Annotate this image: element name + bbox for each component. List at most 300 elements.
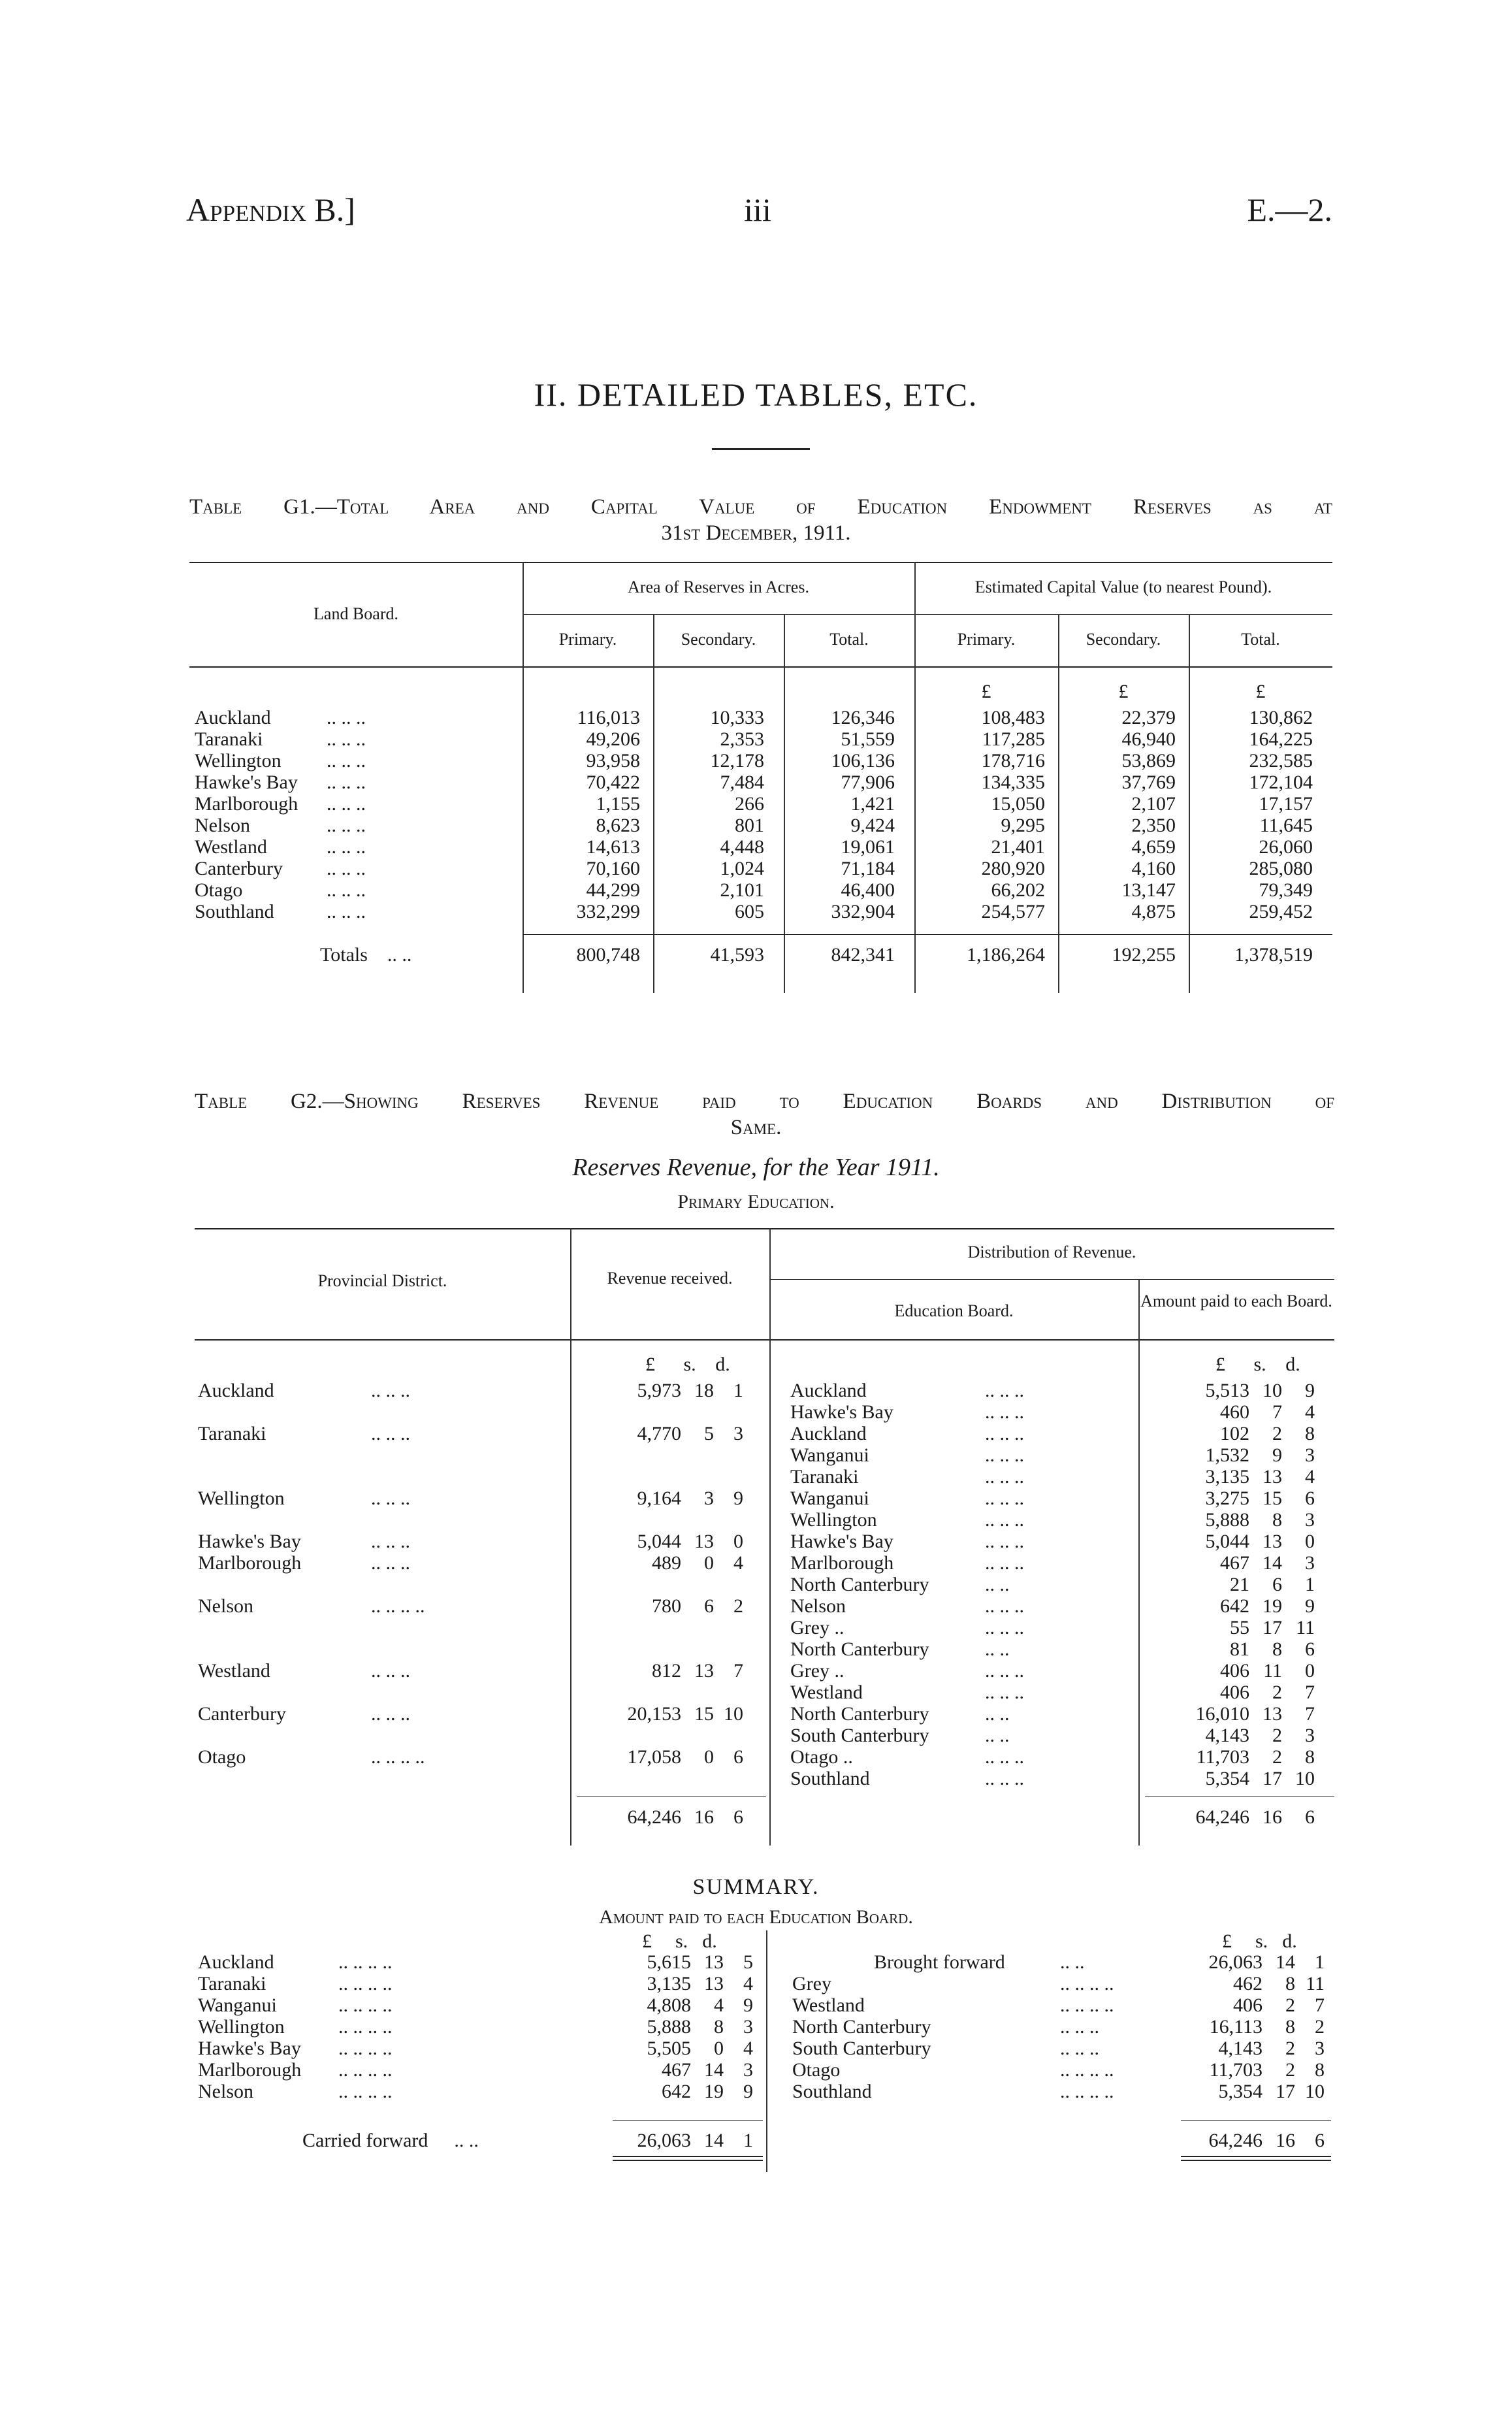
table-row [769,1660,1334,1682]
summary-right-d: 10 [1305,2081,1325,2102]
g1-cell-v_s: 37,769 [1121,772,1176,793]
g1-total-value-primary: 1,186,264 [967,944,1045,966]
g2-board-s: 8 [1272,1638,1282,1660]
g1-row-name: Hawke's Bay [195,772,298,793]
table-row [195,1595,766,1617]
g2-board-l: 3,275 [1205,1488,1249,1509]
g2-board-name: Southland [790,1768,870,1789]
g2-district-s: 0 [704,1746,714,1768]
summary-left-name: Marlborough [198,2059,302,2081]
g1-row-name: Auckland [195,707,271,728]
g2-board-dots: .. .. [985,1725,1010,1746]
summary-left-name: Hawke's Bay [198,2038,301,2059]
g2-board-s: 19 [1263,1595,1282,1617]
g2-district-l: 5,044 [637,1531,681,1552]
g2-board-d: 11 [1296,1617,1315,1638]
g2-board-d: 3 [1305,1725,1315,1746]
table-row [769,1423,1334,1444]
summary-table: £ s. d. £ s. d. Auckland .. .. .. .. 5,615 13 5 Taranaki .. .. .. .. 3,135 13 4 Wanganui .. .. .. .. 4,808 4 9 Wellington .. .. .. .. 5,888 8 3 Hawke's Bay .. .. .. .. 5,505 0 4 Marlborough .. .. .. .. 467 14 3 Nelson .. .. .. .. 642 19 9 Brought forward .. .. 26,063 14 1 Grey .. .. .. .. 462 8 11 Westland .. .. .. .. 406 2 7 North Canterbury .. .. .. 16,113 8 2 South Canterbury .. .. .. 4,143 2 3 Otago .. .. .. .. 11,703 2 8 Southland .. .. .. .. 5,354 17 10 Carried forward .. .. 26,063 14 1 64,246 16 6 [195,1930,1334,2172]
summary-right-d: 11 [1306,1973,1325,1994]
g2-board-dots: .. .. .. [985,1617,1024,1638]
summary-left-l: 3,135 [647,1973,691,1994]
g2-district-s: 18 [694,1380,714,1401]
summary-right-l: 11,703 [1209,2059,1263,2081]
g1-cell-v_t: 164,225 [1249,728,1313,750]
table-row [195,1552,766,1574]
g1-cell-v_p: 117,285 [982,728,1045,750]
g2-district-name: Auckland [198,1380,274,1401]
summary-right-s: 2 [1285,1994,1295,2016]
g2-district-d: 4 [733,1552,743,1574]
g1-cell-a_s: 12,178 [710,750,764,772]
summary-carried-forward: Carried forward .. .. [302,2130,479,2151]
g1-cell-v_t: 26,060 [1259,836,1313,858]
g1-row-name: Wellington [195,750,281,772]
table-row [195,1531,766,1552]
summary-left-dots: .. .. .. .. [338,2059,393,2081]
g2-board-l: 16,010 [1195,1703,1249,1725]
g2-board-dots: .. .. [985,1703,1010,1725]
summary-right-dots: .. .. .. [1060,2016,1099,2038]
summary-left-l: 5,888 [647,2016,691,2038]
summary-right-s: 17 [1276,2081,1295,2102]
summary-right-lsd-header: £ s. d. [1222,1930,1297,1952]
g2-district-dots: .. .. .. [371,1380,410,1401]
table-row [195,1660,766,1682]
g1-cell-v_s: 4,160 [1131,858,1176,879]
g1-cell-v_s: 4,659 [1131,836,1176,858]
g2-board-d: 8 [1305,1746,1315,1768]
g2-boards [769,1228,1334,1846]
g1-sub-area-total: Total. [829,630,869,649]
g2-board-dots: .. .. .. [985,1746,1024,1768]
g2-board-l: 21 [1230,1574,1249,1595]
table-row [769,1725,1334,1746]
summary-right-s: 14 [1276,1951,1295,1973]
g2-district-name: Otago [198,1746,246,1768]
g1-currency-total: £ [1255,681,1266,702]
summary-right-l: 406 [1233,1994,1263,2016]
g2-board-d: 10 [1295,1768,1315,1789]
g1-row-dots: .. .. .. [327,750,366,772]
g2-district-s: 6 [704,1595,714,1617]
summary-right-name: Southland [792,2081,872,2102]
g2-board-d: 9 [1305,1595,1315,1617]
summary-right-l: 462 [1233,1973,1263,1994]
list-item [195,2059,763,2081]
g2-board-dots: .. .. .. [985,1444,1024,1466]
g2-board-dots: .. .. .. [985,1488,1024,1509]
g2-board-l: 11,703 [1196,1746,1249,1768]
summary-left-l: 4,808 [647,1994,691,2016]
summary-left-name: Nelson [198,2081,253,2102]
table-row [189,901,1332,922]
g1-row-name: Otago [195,879,243,901]
summary-right-d: 2 [1315,2016,1325,2038]
g1-sub-value-primary: Primary. [957,630,1016,649]
table-row [189,707,1332,728]
g2-district-s: 15 [694,1703,714,1725]
g2-board-l: 5,513 [1205,1380,1249,1401]
g1-cell-a_t: 19,061 [841,836,895,858]
table-row [189,772,1332,793]
g2-district-l: 9,164 [637,1488,681,1509]
g2-board-dots: .. .. .. [985,1423,1024,1444]
table-g2-title-line2: Same. [730,1116,782,1139]
summary-left-dots: .. .. .. .. [338,2081,393,2102]
g1-cell-a_p: 332,299 [576,901,640,922]
g2-board-l: 5,044 [1205,1531,1249,1552]
summary-left-dots: .. .. .. .. [338,1973,393,1994]
g2-board-name: North Canterbury [790,1703,929,1725]
g1-cell-v_p: 108,483 [981,707,1045,728]
g2-board-s: 17 [1263,1617,1282,1638]
g2-board-s: 6 [1272,1574,1282,1595]
list-item [786,2081,1334,2102]
g2-paid-lsd-pound: £ [1215,1354,1225,1375]
g2-district-name: Taranaki [198,1423,266,1444]
g2-board-name: Hawke's Bay [790,1401,893,1423]
g2-board-s: 9 [1272,1444,1282,1466]
table-g1-title-line2: 31st December, 1911. [661,521,851,545]
g1-sub-area-primary: Primary. [558,630,617,649]
g2-board-s: 13 [1263,1531,1282,1552]
g1-cell-a_p: 116,013 [577,707,640,728]
g2-board-s: 2 [1272,1725,1282,1746]
g2-district-d: 10 [724,1703,743,1725]
g1-cell-a_t: 77,906 [841,772,895,793]
g1-cell-v_s: 4,875 [1131,901,1176,922]
g2-district-dots: .. .. .. [371,1423,410,1444]
g2-board-name: Auckland [790,1423,867,1444]
g2-district-dots: .. .. .. [371,1703,410,1725]
table-row [769,1466,1334,1488]
g2-board-s: 17 [1263,1768,1282,1789]
list-item [786,2059,1334,2081]
table-row [195,1423,766,1444]
summary-right-dots: .. .. .. .. [1060,1994,1114,2016]
g1-cell-v_t: 79,349 [1259,879,1313,901]
g1-cell-a_s: 266 [735,793,764,815]
summary-left-s: 0 [714,2038,724,2059]
g1-cell-v_t: 172,104 [1249,772,1313,793]
g1-cell-a_s: 4,448 [720,836,764,858]
g2-board-l: 5,888 [1205,1509,1249,1531]
g2-district-s: 13 [694,1660,714,1682]
summary-right-s: 2 [1285,2038,1295,2059]
summary-right-dots: .. .. [1060,1951,1085,1973]
g2-district-dots: .. .. .. [371,1552,410,1574]
g1-cell-v_p: 254,577 [981,901,1045,922]
summary-right-d: 1 [1315,1951,1325,1973]
g1-row-name: Nelson [195,815,250,836]
g2-board-d: 4 [1305,1466,1315,1488]
table-row [769,1595,1334,1617]
summary-right-d: 3 [1315,2038,1325,2059]
g1-cell-a_s: 2,353 [720,728,764,750]
g1-sub-area-secondary: Secondary. [681,630,756,649]
summary-left-d: 3 [743,2059,753,2081]
g2-district-d: 0 [733,1531,743,1552]
g2-district-l: 780 [652,1595,681,1617]
g1-row-name: Southland [195,901,274,922]
table-row [769,1638,1334,1660]
g1-col-area-group: Area of Reserves in Acres. [628,577,809,596]
list-item [786,2016,1334,2038]
g1-cell-v_t: 232,585 [1249,750,1313,772]
g2-board-name: Wanganui [790,1444,869,1466]
table-row [189,750,1332,772]
g1-cell-a_s: 801 [735,815,764,836]
g1-cell-a_p: 93,958 [586,750,640,772]
table-row [769,1682,1334,1703]
list-item [195,1994,763,2016]
g1-cell-v_p: 134,335 [981,772,1045,793]
g1-cell-a_s: 1,024 [720,858,764,879]
g1-cell-a_p: 49,206 [586,728,640,750]
g1-cell-v_t: 259,452 [1249,901,1313,922]
g1-row-dots: .. .. .. [327,707,366,728]
g2-board-dots: .. .. [985,1638,1010,1660]
g2-board-l: 5,354 [1205,1768,1249,1789]
g1-col-value-group: Estimated Capital Value (to nearest Pound). [974,577,1272,596]
g1-cell-v_s: 53,869 [1121,750,1176,772]
g2-board-s: 8 [1272,1509,1282,1531]
summary-right-dots: .. .. .. .. [1060,1973,1114,1994]
table-g2-title-line1: Table G2.—Showing Reserves Revenue paid to Education Boards and Distribution of [195,1090,1334,1113]
table-row [195,1703,766,1725]
g2-board-dots: .. .. .. [985,1682,1024,1703]
summary-right-s: 2 [1285,2059,1295,2081]
table-row [769,1768,1334,1789]
summary-right-l: 5,354 [1218,2081,1263,2102]
list-item [786,1973,1334,1994]
g2-board-dots: .. .. .. [985,1509,1024,1531]
g2-col-district: Provincial District. [317,1271,447,1290]
g2-board-dots: .. .. .. [985,1595,1024,1617]
list-item [195,2081,763,2102]
g2-board-d: 0 [1305,1660,1315,1682]
section-title: II. DETAILED TABLES, ETC. [534,376,978,413]
table-row [769,1617,1334,1638]
g2-board-l: 642 [1220,1595,1249,1617]
g1-cell-a_t: 51,559 [841,728,895,750]
g2-board-s: 13 [1263,1466,1282,1488]
list-item [195,1951,763,1973]
summary-left-name: Wellington [198,2016,285,2038]
g1-cell-a_s: 7,484 [720,772,764,793]
g2-board-s: 2 [1272,1682,1282,1703]
g2-board-name: Taranaki [790,1466,859,1488]
summary-right-l: 16,113 [1209,2016,1263,2038]
summary-left-d: 3 [743,2016,753,2038]
g2-board-d: 7 [1305,1703,1315,1725]
g2-district-d: 1 [733,1380,743,1401]
g2-board-s: 2 [1272,1746,1282,1768]
table-row [769,1444,1334,1466]
summary-right-d: 7 [1315,1994,1325,2016]
g2-board-name: Hawke's Bay [790,1531,893,1552]
g1-currency-primary: £ [981,681,991,702]
summary-left-l: 5,505 [647,2038,691,2059]
table-g1 [189,562,1332,993]
g2-board-s: 11 [1263,1660,1282,1682]
g1-cell-v_p: 66,202 [991,879,1045,901]
g2-board-name: Wellington [790,1509,877,1531]
summary-left-dots: .. .. .. .. [338,1951,393,1973]
table-row [195,1488,766,1509]
section-title-rule [712,448,810,450]
g2-district-s: 0 [704,1552,714,1574]
g1-cell-a_p: 1,155 [596,793,640,815]
g2-board-name: Westland [790,1682,863,1703]
summary-right-l: 26,063 [1208,1951,1263,1973]
summary-left-d: 9 [743,1994,753,2016]
list-item [195,2016,763,2038]
g1-cell-a_p: 70,160 [586,858,640,879]
g2-board-s: 10 [1263,1380,1282,1401]
summary-right-dots: .. .. .. .. [1060,2059,1114,2081]
g1-row-dots: .. .. .. [327,858,366,879]
g1-cell-v_s: 2,350 [1131,815,1176,836]
g1-cell-v_t: 285,080 [1249,858,1313,879]
g1-cell-a_s: 2,101 [720,879,764,901]
g2-board-dots: .. .. [985,1574,1010,1595]
header-left: Appendix B.] [186,191,355,228]
g2-board-d: 9 [1305,1380,1315,1401]
g2-paid-lsd-shilling: s. [1253,1354,1266,1375]
g2-district-d: 3 [733,1423,743,1444]
g1-cell-v_t: 17,157 [1259,793,1313,815]
table-row [189,879,1332,901]
g1-cell-a_p: 70,422 [586,772,640,793]
g1-cell-v_p: 21,401 [991,836,1045,858]
table-row [189,815,1332,836]
summary-left-s: 8 [714,2016,724,2038]
g1-cell-a_p: 14,613 [586,836,640,858]
g2-district-name: Westland [198,1660,270,1682]
g2-districts [195,1228,766,1846]
g2-district-l: 4,770 [637,1423,681,1444]
g2-col-paid: Amount paid to each Board. [1140,1292,1332,1310]
g1-row-name: Canterbury [195,858,283,879]
table-row [769,1380,1334,1401]
g2-board-dots: .. .. .. [985,1401,1024,1423]
g1-cell-v_s: 13,147 [1121,879,1176,901]
summary-subtitle: Amount paid to each Education Board. [599,1906,913,1928]
g1-cell-a_p: 44,299 [586,879,640,901]
g2-district-l: 17,058 [627,1746,681,1768]
g2-board-s: 15 [1263,1488,1282,1509]
g1-cell-v_t: 130,862 [1249,707,1313,728]
g1-row-dots: .. .. .. [327,815,366,836]
g1-cell-v_t: 11,645 [1259,815,1313,836]
g2-district-dots: .. .. .. [371,1531,410,1552]
table-row [769,1401,1334,1423]
table-row [769,1488,1334,1509]
g2-board-name: Wanganui [790,1488,869,1509]
g2-district-name: Canterbury [198,1703,286,1725]
g2-board-d: 8 [1305,1423,1315,1444]
summary-left-dots: .. .. .. .. [338,2016,393,2038]
g2-board-d: 4 [1305,1401,1315,1423]
g2-district-d: 6 [733,1746,743,1768]
summary-right-name: South Canterbury [792,2038,931,2059]
g1-row-dots: .. .. .. [327,772,366,793]
summary-left-s: 4 [714,1994,724,2016]
g2-board-s: 7 [1272,1401,1282,1423]
summary-left-l: 642 [662,2081,691,2102]
g2-district-s: 3 [704,1488,714,1509]
g1-cell-a_t: 106,136 [831,750,895,772]
g2-board-l: 467 [1220,1552,1249,1574]
g2-district-d: 2 [733,1595,743,1617]
table-row [195,1746,766,1768]
summary-left-dots: .. .. .. .. [338,1994,393,2016]
g1-cell-v_p: 9,295 [1001,815,1045,836]
g1-total-value-total: 1,378,519 [1234,944,1313,966]
g2-board-name: South Canterbury [790,1725,929,1746]
g1-total-area-total: 842,341 [831,944,895,966]
g2-district-s: 13 [694,1531,714,1552]
g2-lsd-shilling: s. [683,1354,696,1375]
summary-left-s: 19 [704,2081,724,2102]
g1-cell-v_p: 178,716 [981,750,1045,772]
list-item [786,2038,1334,2059]
summary-left-name: Auckland [198,1951,274,1973]
summary-left-s: 13 [704,1973,724,1994]
g1-sub-value-total: Total. [1241,630,1280,649]
g1-cell-v_s: 2,107 [1131,793,1176,815]
summary-title: SUMMARY. [692,1875,820,1899]
summary-right-name: North Canterbury [792,2016,931,2038]
g2-board-name: Grey .. [790,1660,844,1682]
g2-lsd-pence: d. [715,1354,730,1375]
g2-board-l: 406 [1220,1682,1249,1703]
list-item [786,1994,1334,2016]
g1-row-name: Taranaki [195,728,263,750]
g1-currency-secondary: £ [1118,681,1129,702]
g1-row-dots: .. .. .. [327,901,366,922]
g2-district-name: Wellington [198,1488,285,1509]
g2-col-received: Revenue received. [607,1269,733,1288]
table-g2-sub-subtitle: Primary Education. [677,1191,835,1212]
g2-board-name: North Canterbury [790,1574,929,1595]
g2-board-l: 4,143 [1205,1725,1249,1746]
summary-left-s: 14 [704,2059,724,2081]
summary-right-d: 8 [1315,2059,1325,2081]
g1-row-dots: .. .. .. [327,793,366,815]
table-g1-title-line1: Table G1.—Total Area and Capital Value of Education Endowment Reserves as at [189,495,1332,519]
g2-board-s: 2 [1272,1423,1282,1444]
g1-row-dots: .. .. .. [327,879,366,901]
summary-right-dots: .. .. .. [1060,2038,1099,2059]
g2-board-name: Otago .. [790,1746,853,1768]
table-row [189,728,1332,750]
table-row [769,1509,1334,1531]
g2-board-name: Grey .. [790,1617,844,1638]
summary-left-l: 5,615 [647,1951,691,1973]
summary-right-l: 4,143 [1218,2038,1263,2059]
summary-right-name: Otago [792,2059,841,2081]
g2-board-dots: .. .. .. [985,1552,1024,1574]
g1-cell-a_t: 46,400 [841,879,895,901]
g2-district-name: Nelson [198,1595,253,1617]
g2-board-name: North Canterbury [790,1638,929,1660]
table-row [189,836,1332,858]
g2-board-d: 3 [1305,1444,1315,1466]
g2-board-dots: .. .. .. [985,1531,1024,1552]
